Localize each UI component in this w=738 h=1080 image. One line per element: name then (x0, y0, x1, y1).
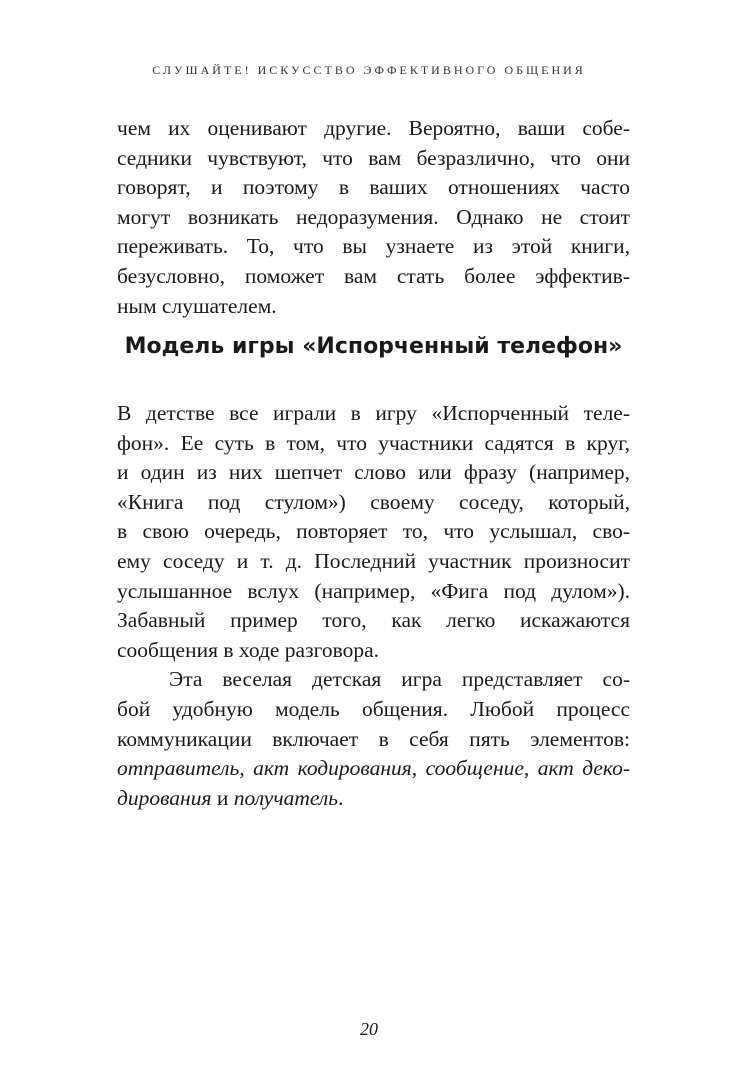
text-line: безусловно, поможет вам стать более эффектив- (117, 263, 630, 288)
term-receiver: получатель (233, 785, 339, 810)
separator: , (239, 756, 254, 781)
body-text-section (117, 399, 630, 813)
text-line: услышанное вслух (например, «Фига под дулом»). (117, 578, 630, 603)
text-line-terms (117, 754, 630, 784)
separator: , (523, 756, 538, 781)
text-line: переживать. То, что вы узнаете из этой книги, (117, 234, 630, 259)
conjunction: и (211, 785, 234, 810)
text-line: и один из них шепчет слово или фразу (например, (117, 460, 630, 485)
term-sender: отправитель (117, 756, 240, 781)
text-line: седники чувствуют, что вам безразлично, что они (117, 145, 630, 170)
body-text-continuation (117, 114, 630, 321)
text-line: ным слушателем. (117, 293, 277, 318)
text-line: сообщения в ходе разговора. (117, 637, 380, 662)
term-decoding-part-1: акт деко- (537, 756, 631, 781)
text-line: Забавный пример того, как легко искажаются (117, 608, 630, 633)
text-line: говорят, и поэтому в ваших отношениях часто (117, 175, 630, 200)
text-line: бой удобную модель общения. Любой процесс (117, 696, 630, 721)
term-decoding-part-2: дирования (117, 785, 212, 810)
page-number: 20 (360, 1019, 378, 1039)
term-message: сообщение (425, 756, 524, 781)
running-head: СЛУШАЙТЕ! ИСКУССТВО ЭФФЕКТИВНОГО ОБЩЕНИЯ (152, 63, 586, 77)
text-line: фон». Ее суть в том, что участники садятся в круг, (117, 430, 630, 455)
text-line: могут возникать недоразумения. Однако не стоит (117, 204, 630, 229)
separator: , (411, 756, 426, 781)
term-encoding: акт кодирования (253, 756, 412, 781)
text-line: Эта веселая детская игра представляет со- (169, 667, 630, 692)
text-line: ему соседу и т. д. Последний участник произносит (117, 548, 630, 573)
text-line-terms (117, 784, 630, 814)
text-line: «Книга под стулом») своему соседу, который, (117, 489, 630, 514)
section-heading: Модель игры «Испорченный телефон» (124, 334, 623, 359)
text-line: коммуникации включает в себя пять элементов: (117, 726, 630, 751)
text-line: В детстве все играли в игру «Испорченный теле- (117, 401, 630, 425)
text-line: в свою очередь, повторяет то, что услышал, сво- (117, 519, 630, 544)
period: . (338, 785, 344, 810)
text-line: чем их оценивают другие. Вероятно, ваши собе- (117, 116, 630, 140)
